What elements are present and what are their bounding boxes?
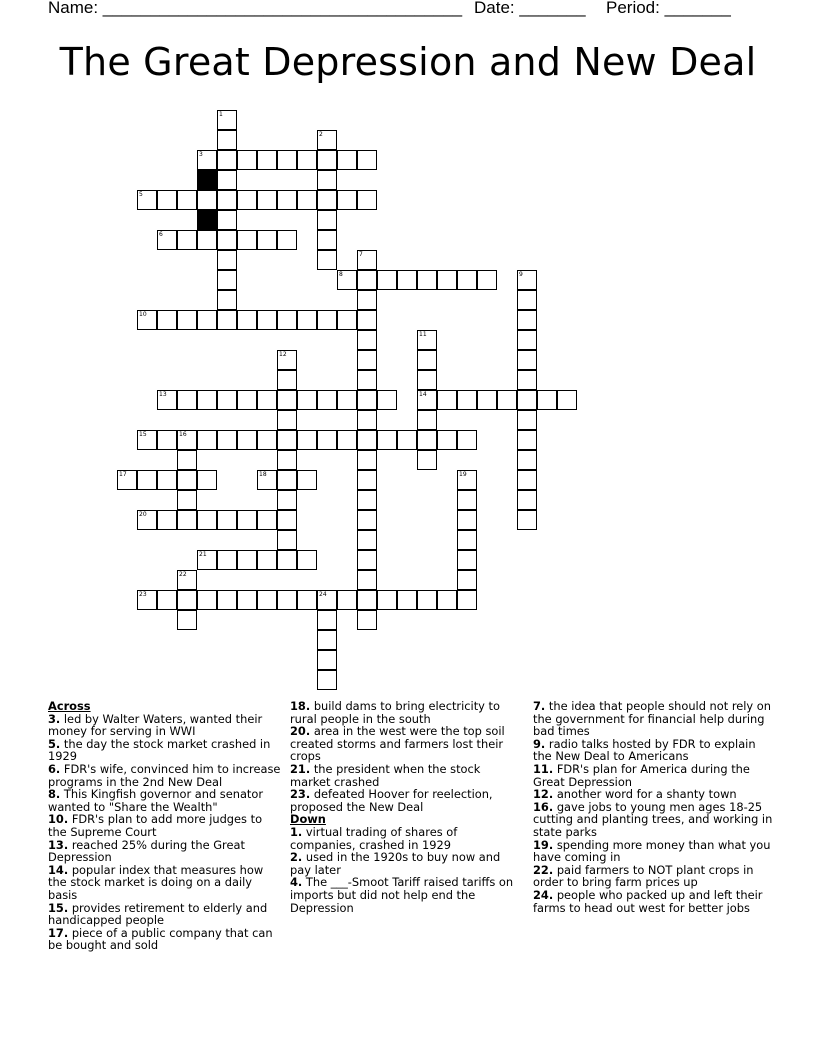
grid-cell[interactable] [517, 470, 537, 490]
grid-cell[interactable] [277, 450, 297, 470]
grid-cell[interactable] [357, 510, 377, 530]
clue-number: 9 [519, 271, 523, 278]
grid-cell[interactable] [157, 510, 177, 530]
grid-cell[interactable] [257, 430, 277, 450]
clue-across-13: 13. reached 25% during the Great Depression [48, 837, 245, 865]
grid-cell[interactable] [317, 430, 337, 450]
grid-cell[interactable] [237, 550, 257, 570]
clue-number: 3 [199, 151, 203, 158]
clue-number: 18 [259, 471, 267, 478]
grid-cell[interactable] [417, 330, 437, 350]
clue-across-14: 14. popular index that measures how the stock market is doing on a daily basis [48, 862, 264, 902]
grid-cell[interactable] [177, 310, 197, 330]
grid-cell[interactable] [437, 590, 457, 610]
grid-cell[interactable] [337, 430, 357, 450]
grid-cell[interactable] [457, 490, 477, 510]
grid-cell[interactable] [417, 390, 437, 410]
grid-cell[interactable] [277, 430, 297, 450]
grid-cell[interactable] [517, 270, 537, 290]
clue-down-16: 16. gave jobs to young men ages 18-25 cutting and planting trees, and working in state parks [533, 799, 773, 839]
grid-cell[interactable] [217, 130, 237, 150]
clue-number: 17 [119, 471, 127, 478]
grid-cell[interactable] [417, 450, 437, 470]
clue-across-10: 10. FDR's plan to add more judges to the Supreme Court [48, 812, 263, 839]
grid-cell[interactable] [297, 590, 317, 610]
grid-cell[interactable] [217, 270, 237, 290]
clue-column-2 [290, 700, 518, 914]
grid-cell[interactable] [537, 390, 557, 410]
clue-number: 12 [279, 351, 287, 358]
clue-down-1: 1. virtual trading of shares of companies, crashed in 1929 [290, 824, 458, 852]
clue-down-2: 2. used in the 1920s to buy now and pay later [290, 850, 501, 877]
grid-cell[interactable] [317, 590, 337, 610]
grid-cell[interactable] [277, 310, 297, 330]
grid-cell[interactable] [277, 390, 297, 410]
clue-across-18: 18. build dams to bring electricity to rural people in the south [290, 699, 500, 726]
clue-across-23: 23. defeated Hoover for reelection, proposed the New Deal [290, 787, 493, 814]
grid-cell[interactable] [317, 610, 337, 630]
grid-cell[interactable] [217, 150, 237, 170]
grid-cell[interactable] [257, 590, 277, 610]
grid-cell[interactable] [357, 190, 377, 210]
clue-number: 13 [159, 391, 167, 398]
grid-cell[interactable] [137, 190, 157, 210]
grid-cell[interactable] [277, 230, 297, 250]
grid-cell[interactable] [157, 310, 177, 330]
grid-cell[interactable] [277, 510, 297, 530]
clue-across-15: 15. provides retirement to elderly and handicapped people [48, 900, 268, 928]
grid-cell[interactable] [417, 410, 437, 430]
grid-cell[interactable] [517, 390, 537, 410]
grid-cell[interactable] [237, 190, 257, 210]
grid-cell[interactable] [317, 250, 337, 270]
grid-cell[interactable] [357, 150, 377, 170]
clue-number: 19 [459, 471, 467, 478]
grid-cell[interactable] [417, 430, 437, 450]
grid-cell[interactable] [377, 430, 397, 450]
across-heading: Across [48, 699, 91, 713]
grid-cell[interactable] [397, 270, 417, 290]
grid-cell[interactable] [417, 370, 437, 390]
clue-column-1 [48, 700, 284, 952]
grid-cell[interactable] [177, 230, 197, 250]
grid-cell[interactable] [197, 230, 217, 250]
grid-cell[interactable] [517, 510, 537, 530]
clue-down-7: 7. the idea that people should not rely on the government for financial help during bad times [533, 699, 771, 739]
grid-cell[interactable] [237, 150, 257, 170]
grid-cell[interactable] [237, 590, 257, 610]
grid-cell[interactable] [317, 630, 337, 650]
grid-cell[interactable] [257, 150, 277, 170]
clue-number: 20 [139, 511, 147, 518]
grid-cell[interactable] [357, 430, 377, 450]
clue-number: 5 [139, 191, 143, 198]
grid-cell[interactable] [357, 350, 377, 370]
clue-number: 7 [359, 251, 363, 258]
grid-cell[interactable] [257, 510, 277, 530]
grid-cell[interactable] [397, 590, 417, 610]
grid-cell[interactable] [457, 510, 477, 530]
grid-cell[interactable] [197, 510, 217, 530]
period-field[interactable]: Period: _______ [606, 0, 731, 17]
grid-cell[interactable] [397, 430, 417, 450]
grid-cell[interactable] [297, 470, 317, 490]
grid-cell[interactable] [237, 310, 257, 330]
grid-cell[interactable] [277, 370, 297, 390]
grid-cell[interactable] [517, 370, 537, 390]
clue-down-12: 12. another word for a shanty town [533, 787, 737, 802]
grid-cell[interactable] [297, 430, 317, 450]
grid-cell[interactable] [417, 350, 437, 370]
clue-column-3 [533, 700, 773, 914]
grid-cell[interactable] [297, 390, 317, 410]
grid-cell[interactable] [357, 470, 377, 490]
grid-cell[interactable] [197, 190, 217, 210]
grid-cell[interactable] [177, 570, 197, 590]
grid-cell[interactable] [317, 650, 337, 670]
grid-cell[interactable] [377, 590, 397, 610]
grid-cell[interactable] [317, 150, 337, 170]
grid-cell[interactable] [497, 390, 517, 410]
grid-cell[interactable] [197, 390, 217, 410]
clue-across-5: 5. the day the stock market crashed in 1929 [48, 736, 271, 764]
grid-cell[interactable] [217, 310, 237, 330]
grid-cell[interactable] [257, 550, 277, 570]
grid-cell[interactable] [357, 530, 377, 550]
grid-cell[interactable] [317, 670, 337, 690]
grid-cell[interactable] [197, 430, 217, 450]
grid-cell[interactable] [357, 250, 377, 270]
grid-cell[interactable] [177, 490, 197, 510]
grid-cell[interactable] [377, 390, 397, 410]
clue-number: 14 [419, 391, 427, 398]
grid-cell[interactable] [357, 570, 377, 590]
grid-cell[interactable] [317, 390, 337, 410]
grid-cell[interactable] [417, 590, 437, 610]
grid-cell[interactable] [337, 390, 357, 410]
grid-cell[interactable] [217, 190, 237, 210]
grid-cell[interactable] [117, 470, 137, 490]
grid-cell[interactable] [297, 150, 317, 170]
grid-cell[interactable] [277, 490, 297, 510]
clue-number: 11 [419, 331, 427, 338]
grid-cell[interactable] [357, 310, 377, 330]
grid-cell[interactable] [517, 410, 537, 430]
clue-across-3: 3. led by Walter Waters, wanted their money for serving in WWI [48, 711, 263, 739]
grid-cell[interactable] [257, 190, 277, 210]
grid-cell[interactable] [457, 550, 477, 570]
grid-cell[interactable] [317, 190, 337, 210]
grid-cell[interactable] [357, 490, 377, 510]
grid-cell[interactable] [177, 190, 197, 210]
grid-cell[interactable] [417, 270, 437, 290]
grid-cell[interactable] [177, 610, 197, 630]
grid-cell[interactable] [317, 130, 337, 150]
grid-cell[interactable] [357, 270, 377, 290]
grid-cell[interactable] [357, 330, 377, 350]
blocked-cell [197, 170, 217, 190]
grid-cell[interactable] [277, 190, 297, 210]
grid-cell[interactable] [517, 430, 537, 450]
grid-cell[interactable] [177, 470, 197, 490]
grid-cell[interactable] [217, 430, 237, 450]
grid-cell[interactable] [517, 290, 537, 310]
grid-cell[interactable] [337, 150, 357, 170]
grid-cell[interactable] [357, 410, 377, 430]
grid-cell[interactable] [217, 590, 237, 610]
grid-cell[interactable] [137, 430, 157, 450]
grid-cell[interactable] [377, 270, 397, 290]
grid-cell[interactable] [197, 590, 217, 610]
clue-down-4: 4. The ___-Smoot Tariff raised tariffs on imports but did not help end the Depression [290, 875, 514, 915]
grid-cell[interactable] [277, 350, 297, 370]
grid-cell[interactable] [237, 510, 257, 530]
grid-cell[interactable] [257, 230, 277, 250]
grid-cell[interactable] [457, 590, 477, 610]
grid-cell[interactable] [457, 530, 477, 550]
grid-cell[interactable] [297, 310, 317, 330]
grid-cell[interactable] [157, 430, 177, 450]
clue-number: 6 [159, 231, 163, 238]
grid-cell[interactable] [297, 190, 317, 210]
grid-cell[interactable] [177, 390, 197, 410]
grid-cell[interactable] [277, 470, 297, 490]
grid-cell[interactable] [217, 250, 237, 270]
grid-cell[interactable] [277, 150, 297, 170]
clue-number: 2 [319, 131, 323, 138]
clue-number: 16 [179, 431, 187, 438]
clue-number: 10 [139, 311, 147, 318]
grid-cell[interactable] [437, 390, 457, 410]
clue-across-20: 20. area in the west were the top soil created storms and farmers lost their crops [290, 724, 505, 764]
clue-down-22: 22. paid farmers to NOT plant crops in order to bring farm prices up [533, 862, 754, 890]
grid-cell[interactable] [557, 390, 577, 410]
grid-cell[interactable] [157, 230, 177, 250]
clue-number: 22 [179, 571, 187, 578]
grid-cell[interactable] [197, 470, 217, 490]
date-field[interactable]: Date: _______ [474, 0, 586, 17]
grid-cell[interactable] [197, 550, 217, 570]
clue-number: 1 [219, 111, 223, 118]
clue-across-8: 8. This Kingfish governor and senator wanted to "Share the Wealth" [48, 787, 264, 814]
grid-cell[interactable] [317, 210, 337, 230]
grid-cell[interactable] [217, 210, 237, 230]
grid-cell[interactable] [277, 530, 297, 550]
grid-cell[interactable] [337, 270, 357, 290]
grid-cell[interactable] [337, 310, 357, 330]
grid-cell[interactable] [177, 510, 197, 530]
grid-cell[interactable] [477, 390, 497, 410]
clue-number: 21 [199, 551, 207, 558]
grid-cell[interactable] [137, 310, 157, 330]
grid-cell[interactable] [457, 430, 477, 450]
grid-cell[interactable] [177, 450, 197, 470]
clue-down-19: 19. spending more money than what you have coming in [533, 837, 771, 865]
grid-cell[interactable] [457, 570, 477, 590]
grid-cell[interactable] [197, 150, 217, 170]
clue-down-24: 24. people who packed up and left their farms to head out west for better jobs [533, 887, 763, 915]
grid-cell[interactable] [157, 590, 177, 610]
clue-across-21: 21. the president when the stock market crashed [290, 761, 481, 789]
grid-cell[interactable] [137, 590, 157, 610]
grid-cell[interactable] [217, 390, 237, 410]
name-field[interactable]: Name: ______________________________________ [48, 0, 463, 17]
grid-cell[interactable] [277, 590, 297, 610]
grid-cell[interactable] [437, 270, 457, 290]
clue-number: 23 [139, 591, 147, 598]
grid-cell[interactable] [217, 550, 237, 570]
clue-across-17: 17. piece of a public company that can be bought and sold [48, 925, 273, 953]
grid-cell[interactable] [257, 310, 277, 330]
grid-cell[interactable] [217, 230, 237, 250]
grid-cell[interactable] [357, 610, 377, 630]
grid-cell[interactable] [357, 590, 377, 610]
grid-cell[interactable] [357, 390, 377, 410]
grid-cell[interactable] [157, 470, 177, 490]
grid-cell[interactable] [357, 550, 377, 570]
grid-cell[interactable] [237, 430, 257, 450]
grid-cell[interactable] [257, 470, 277, 490]
grid-cell[interactable] [317, 310, 337, 330]
grid-cell[interactable] [517, 330, 537, 350]
grid-cell[interactable] [457, 470, 477, 490]
clue-number: 8 [339, 271, 343, 278]
grid-cell[interactable] [517, 490, 537, 510]
grid-cell[interactable] [517, 450, 537, 470]
grid-cell[interactable] [277, 410, 297, 430]
grid-cell[interactable] [217, 170, 237, 190]
page-title: The Great Depression and New Deal [59, 40, 757, 84]
grid-cell[interactable] [137, 470, 157, 490]
grid-cell[interactable] [337, 590, 357, 610]
grid-cell[interactable] [457, 270, 477, 290]
grid-cell[interactable] [517, 350, 537, 370]
clue-number: 24 [319, 591, 327, 598]
clue-number: 15 [139, 431, 147, 438]
grid-cell[interactable] [317, 230, 337, 250]
grid-cell[interactable] [177, 430, 197, 450]
grid-cell[interactable] [237, 390, 257, 410]
grid-cell[interactable] [357, 290, 377, 310]
grid-cell[interactable] [477, 270, 497, 290]
grid-cell[interactable] [157, 390, 177, 410]
grid-cell[interactable] [197, 310, 217, 330]
grid-cell[interactable] [517, 310, 537, 330]
grid-cell[interactable] [257, 390, 277, 410]
clue-down-11: 11. FDR's plan for America during the Great Depression [533, 761, 750, 789]
grid-cell[interactable] [137, 510, 157, 530]
grid-cell[interactable] [277, 550, 297, 570]
grid-cell[interactable] [157, 190, 177, 210]
clue-across-6: 6. FDR's wife, convinced him to increase programs in the 2nd New Deal [48, 761, 281, 789]
grid-cell[interactable] [457, 390, 477, 410]
grid-cell[interactable] [177, 590, 197, 610]
grid-cell[interactable] [317, 170, 337, 190]
grid-cell[interactable] [237, 230, 257, 250]
grid-cell[interactable] [337, 190, 357, 210]
grid-cell[interactable] [437, 430, 457, 450]
grid-cell[interactable] [217, 290, 237, 310]
blocked-cell [197, 210, 217, 230]
grid-cell[interactable] [297, 550, 317, 570]
grid-cell[interactable] [357, 450, 377, 470]
down-heading: Down [290, 812, 326, 827]
grid-cell[interactable] [217, 110, 237, 130]
grid-cell[interactable] [357, 370, 377, 390]
clue-down-9: 9. radio talks hosted by FDR to explain the New Deal to Americans [533, 736, 756, 764]
grid-cell[interactable] [217, 510, 237, 530]
